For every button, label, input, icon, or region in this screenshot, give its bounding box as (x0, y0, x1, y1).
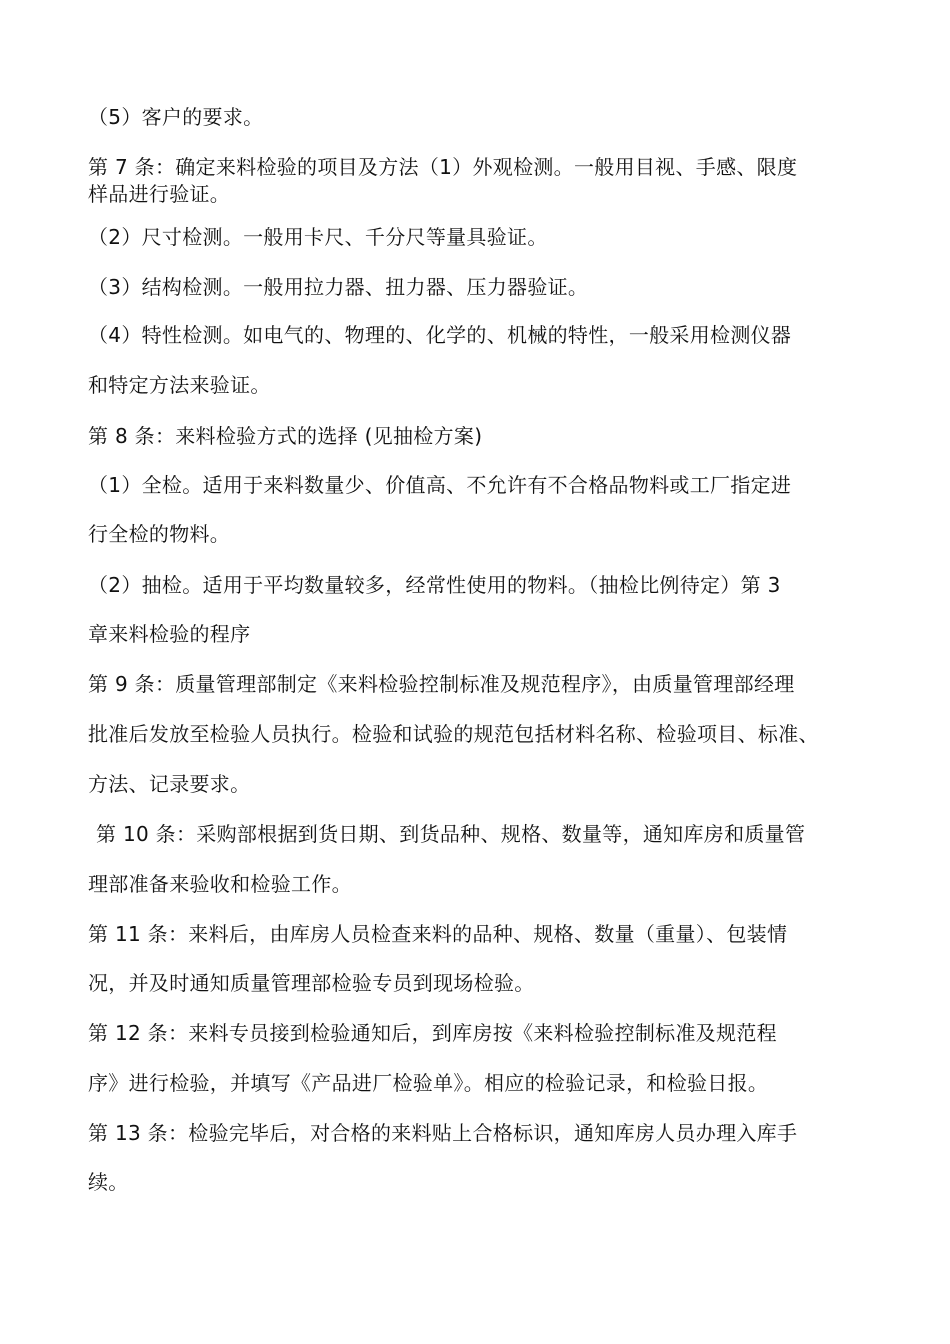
text-line: 续。 (88, 1170, 129, 1194)
text-line: 第 11 条：来料后，由库房人员检查来料的品种、规格、数量（重量）、包装情 (88, 922, 788, 946)
text-line: 样品进行验证。 (88, 182, 231, 206)
text-line: （4）特性检测。如电气的、物理的、化学的、机械的特性，一般采用检测仪器 (88, 323, 792, 347)
text-line: 第 7 条：确定来料检验的项目及方法（1）外观检测。一般用目视、手感、限度 (88, 155, 798, 179)
text-line: 第 8 条：来料检验方式的选择 (见抽检方案) (88, 424, 483, 448)
text-line: （1）全检。适用于来料数量少、价值高、不允许有不合格品物料或工厂指定进 (88, 473, 792, 497)
text-line: 第 13 条：检验完毕后，对合格的来料贴上合格标识，通知库房人员办理入库手 (88, 1121, 798, 1145)
text-line: （3）结构检测。一般用拉力器、扭力器、压力器验证。 (88, 275, 589, 299)
text-line: 理部准备来验收和检验工作。 (88, 872, 352, 896)
text-line: 第 10 条：采购部根据到货日期、到货品种、规格、数量等，通知库房和质量管 (96, 822, 806, 846)
text-line: （5）客户的要求。 (88, 105, 264, 129)
text-line: 章来料检验的程序 (88, 622, 251, 646)
text-line: 和特定方法来验证。 (88, 373, 271, 397)
text-line: 第 9 条：质量管理部制定《来料检验控制标准及规范程序》，由质量管理部经理 (88, 672, 795, 696)
text-line: 第 12 条：来料专员接到检验通知后，到库房按《来料检验控制标准及规范程 (88, 1021, 777, 1045)
text-line: （2）抽检。适用于平均数量较多，经常性使用的物料。（抽检比例待定）第 3 (88, 573, 781, 597)
text-line: 序》进行检验，并填写《产品进厂检验单》。相应的检验记录，和检验日报。 (88, 1071, 769, 1095)
text-line: 况，并及时通知质量管理部检验专员到现场检验。 (88, 971, 535, 995)
text-line: 批准后发放至检验人员执行。检验和试验的规范包括材料名称、检验项目、标准、 (88, 722, 819, 746)
text-line: （2）尺寸检测。一般用卡尺、千分尺等量具验证。 (88, 225, 548, 249)
text-line: 行全检的物料。 (88, 522, 231, 546)
text-line: 方法、记录要求。 (88, 772, 251, 796)
